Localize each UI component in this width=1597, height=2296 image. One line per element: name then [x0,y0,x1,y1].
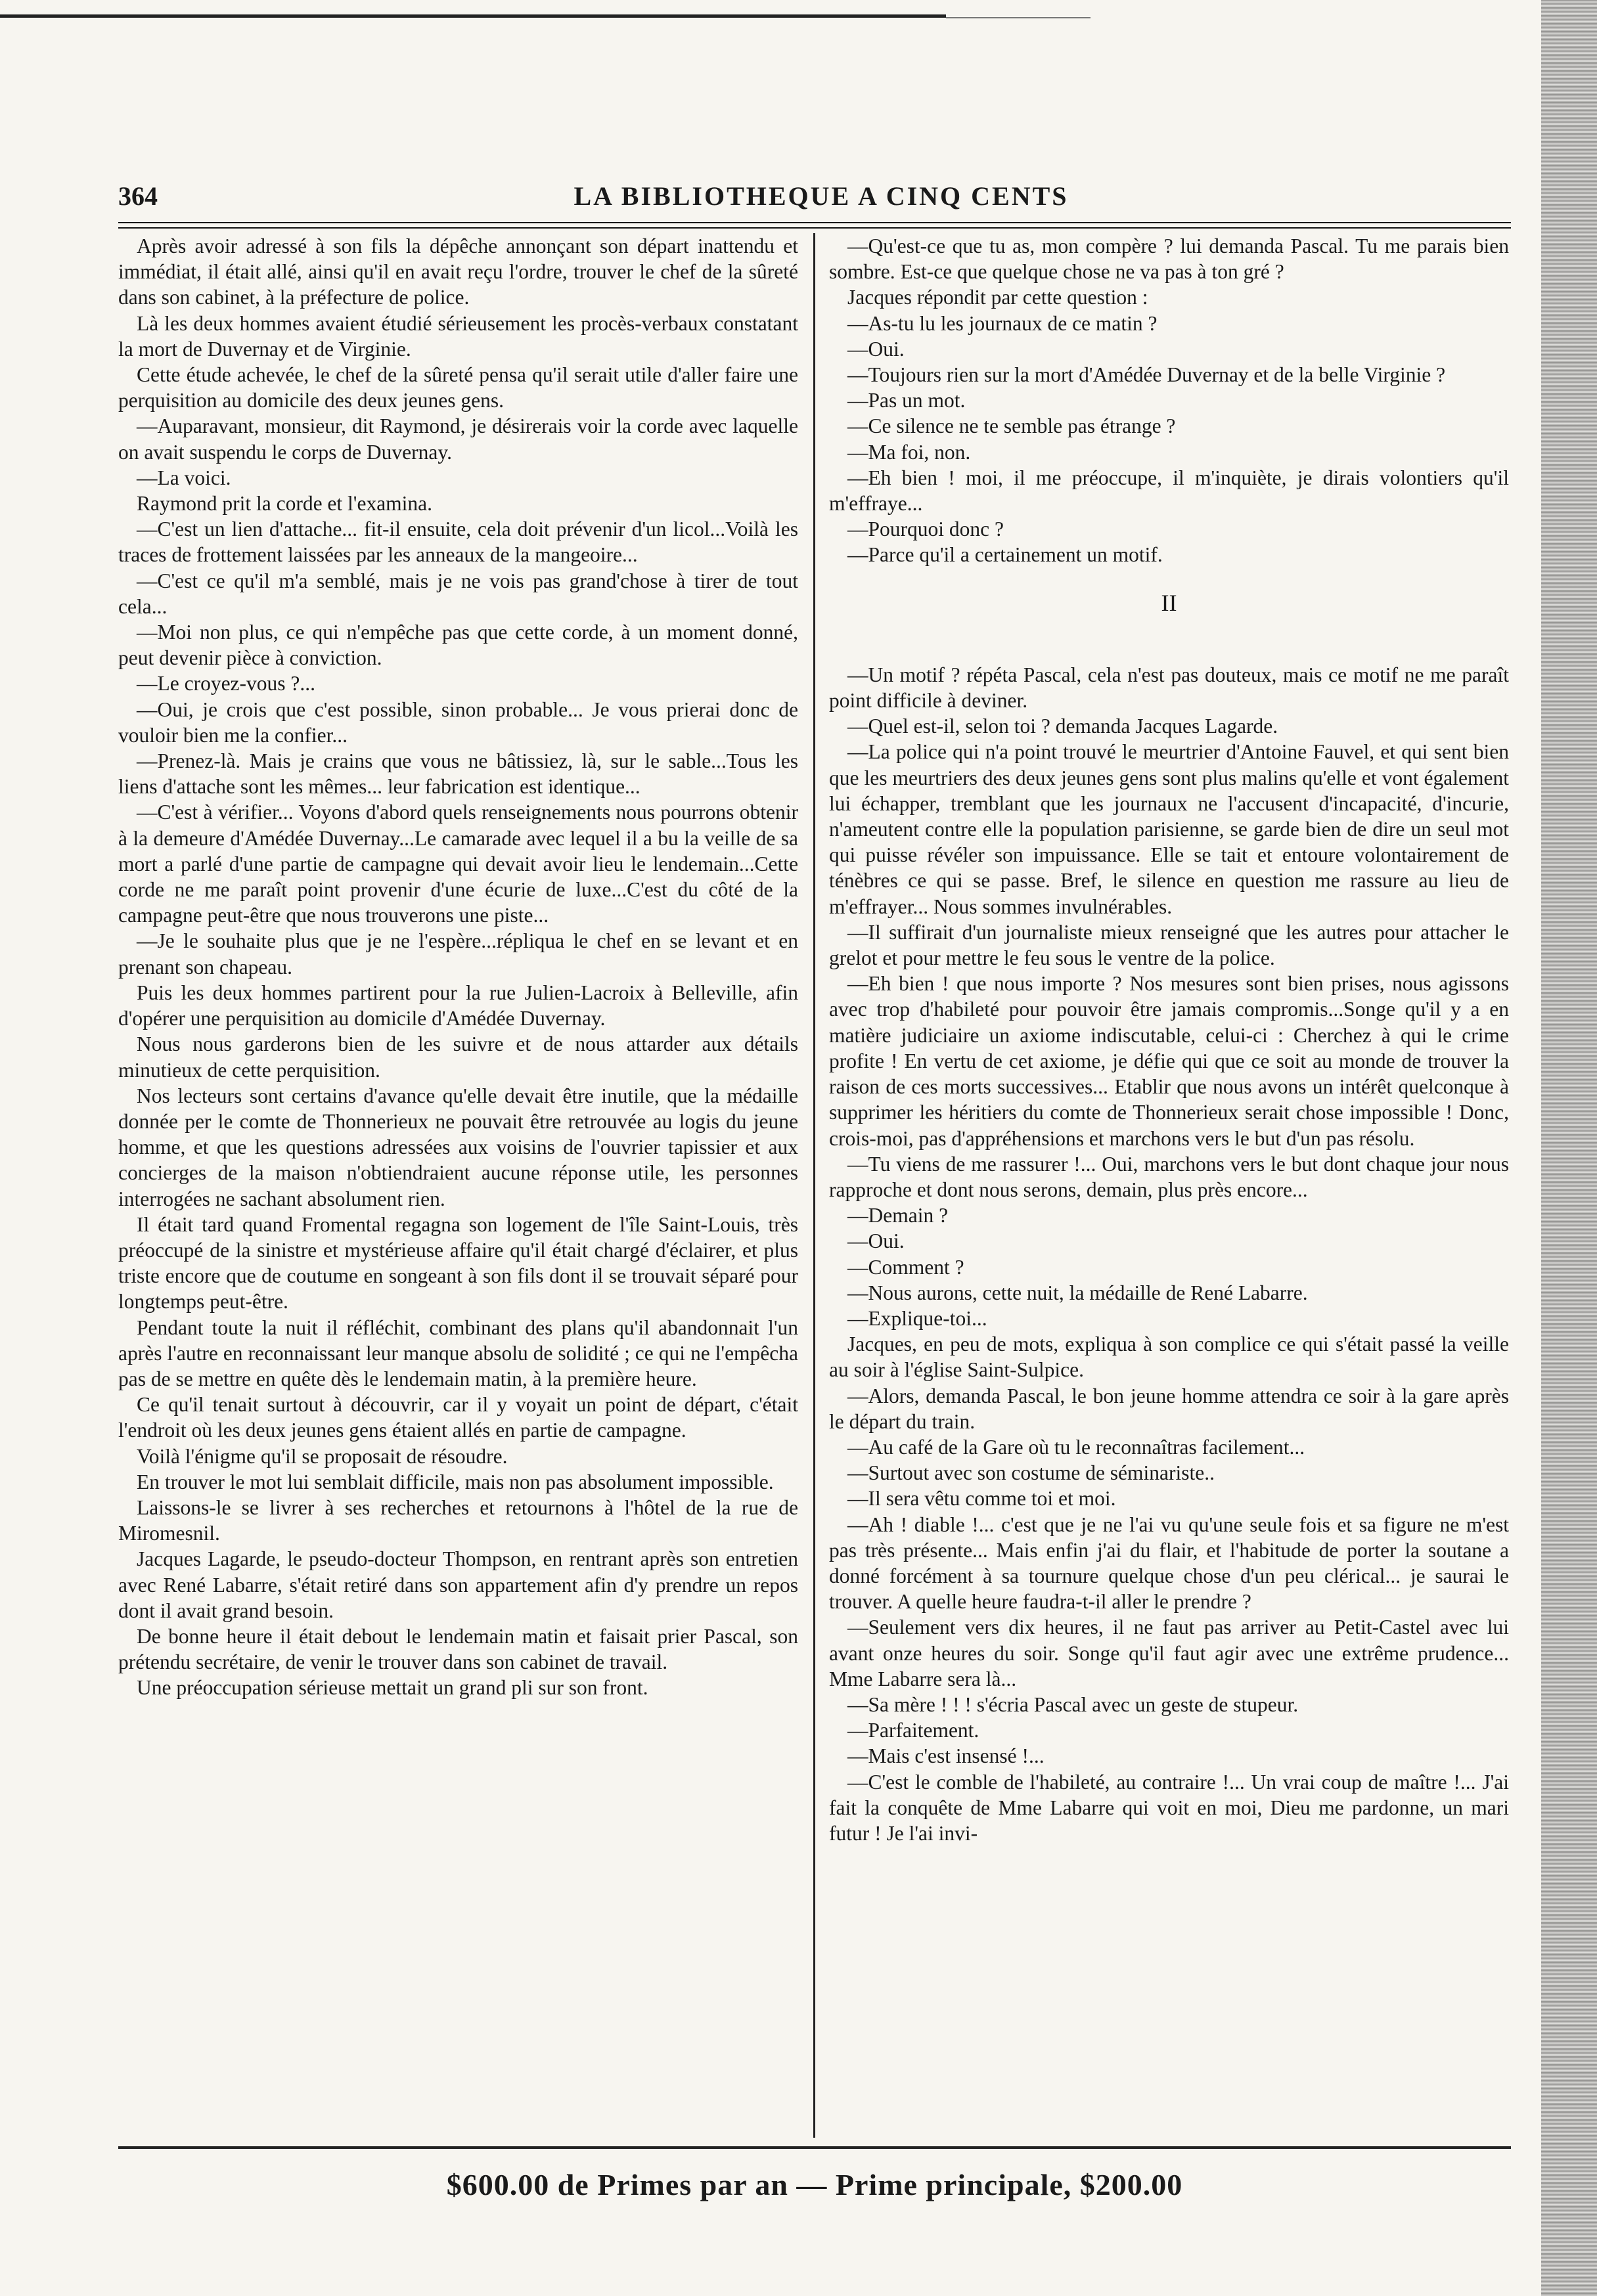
paragraph: Puis les deux hommes partirent pour la rue Julien-Lacroix à Belleville, afin d'opérer une perquisition au domicile d'Amédée Duvernay. [118,981,798,1030]
paragraph: —Oui, je crois que c'est possible, sinon probable... Je vous prierai donc de vouloir bien me la confier... [118,697,798,747]
paragraph: —Mais c'est insensé !... [847,1744,1045,1768]
paragraph: Nos lecteurs sont certains d'avance qu'elle devait être inutile, que la médaille donnée per le comte de Thonnerieux ne pouvait être retrouvée au logis du jeune homme, et que les questions adressées aux voisins de l'ouvrier tapissier et aux concierges de la maison n'obtiendraient aucune réponse utile, les personnes interrogées ne sachant absolument rien. [118,1084,798,1210]
paragraph: —Ah ! diable !... c'est que je ne l'ai vu qu'une seule fois et sa figure ne m'est pas très présente... Mais enfin j'ai du flair, et l'habitude de porter la soutane a donné forcément à sa tournure quelque chose d'un peu clérical... je saurai le trouver. A quelle heure faudra-t-il aller le prendre ? [829,1512,1509,1614]
paragraph: —Comment ? [847,1255,964,1279]
section-heading: II [1161,589,1177,616]
running-title: LA BIBLIOTHEQUE A CINQ CENTS [574,181,1069,211]
paragraph: —Ma foi, non. [847,440,971,464]
paragraph: —Sa mère ! ! ! s'écria Pascal avec un geste de stupeur. [847,1692,1299,1716]
right-column-top [829,233,1509,568]
paragraph: —Moi non plus, ce qui n'empêche pas que cette corde, à un moment donné, peut devenir pièce à conviction. [118,621,798,670]
paragraph: Cette étude achevée, le chef de la sûreté pensa qu'il serait utile d'aller faire une perquisition au domicile des deux jeunes gens. [118,363,798,412]
paragraph: De bonne heure il était debout le lendemain matin et faisait prier Pascal, son prétendu secrétaire, de venir le trouver dans son cabinet de travail. [118,1624,798,1674]
paragraph: —C'est le comble de l'habileté, au contraire !... Un vrai coup de maître !... J'ai fait la conquête de Mme Labarre qui voit en moi, Dieu me pardonne, un mari futur ! Je l'ai invi- [829,1770,1509,1845]
paragraph: —Il suffirait d'un journaliste mieux renseigné que les autres pour attacher le grelot et pour mettre le feu sous le ventre de la police. [829,920,1509,970]
paragraph: —Nous aurons, cette nuit, la médaille de René Labarre. [847,1281,1308,1304]
paragraph: —Parce qu'il a certainement un motif. [847,543,1163,567]
paragraph: —Alors, demanda Pascal, le bon jeune homme attendra ce soir à la gare après le départ du train. [829,1384,1509,1433]
paragraph: —Oui. [847,1229,905,1253]
paragraph: —La police qui n'a point trouvé le meurtrier d'Antoine Fauvel, et qui sent bien que les meurtriers des deux jeunes gens sont plus malins qu'elle et vont également lui échapper, tremblant que les journaux ne l'accusent d'incapacité, d'incurie, n'ameutent contre elle la population parisienne, se garde bien de dire un seul mot qui puisse révéler son impuissance. Elle se tait et entoure volontairement de ténèbres ce qui se passe. Bref, le silence en question me rassure au lieu de m'effrayer... Nous sommes invulnérables. [829,740,1509,918]
paragraph: —Je le souhaite plus que je ne l'espère...répliqua le chef en se levant et en prenant son chapeau. [118,929,798,979]
paragraph: —C'est à vérifier... Voyons d'abord quels renseignements nous pourrons obtenir à la demeure d'Amédée Duvernay...Le camarade avec lequel il a bu la veille de sa mort a parlé d'une partie de campagne qui devait avoir lieu le lendemain...Cette corde ne me paraît point provenir d'une écurie de luxe...C'est du côté de la campagne peut-être que nous trouverons une piste... [118,801,798,927]
page-number: 364 [118,181,158,211]
paragraph: —Seulement vers dix heures, il ne faut pas arriver au Petit-Castel avec lui avant onze heures du soir. Songe qu'il faut agir avec une extrême prudence... Mme Labarre sera là... [829,1616,1509,1690]
paragraph: —Surtout avec son costume de séminariste.. [847,1461,1215,1485]
paragraph: —Il sera vêtu comme toi et moi. [847,1487,1116,1511]
paragraph: —Quel est-il, selon toi ? demanda Jacques Lagarde. [847,715,1278,738]
scan-binding-edge [1541,0,1597,2296]
paragraph: En trouver le mot lui semblait difficile, mais non pas absolument impossible. [137,1470,774,1493]
paragraph: Jacques, en peu de mots, expliqua à son complice ce qui s'était passé la veille au soir à l'église Saint-Sulpice. [829,1333,1509,1382]
paragraph: —Au café de la Gare où tu le reconnaîtras facilement... [847,1435,1305,1459]
top-edge-rule-thin [946,17,1091,18]
paragraph: —Oui. [847,337,905,361]
paragraph: —Eh bien ! moi, il me préoccupe, il m'inquiète, je dirais volontiers qu'il m'effraye... [829,466,1509,516]
paragraph: —Eh bien ! que nous importe ? Nos mesures sont bien prises, nous agissons avec trop d'habileté pour pouvoir être jamais compromis...Songe qu'il y a en matière judiciaire un axiome indiscutable, celui-ci : Cherchez à qui le crime profite ! En vertu de cet axiome, je défie qui que ce soit au monde de trouver la raison de ces morts successives... Etablir que nous avons un intérêt quelconque à supprimer les héritiers du comte de Thonnerieux serait chose impossible ! Donc, crois-moi, pas d'appréhensions et marchons vers le but d'un pas résolu. [829,972,1509,1150]
paragraph: Là les deux hommes avaient étudié sérieusement les procès-verbaux constatant la mort de Duvernay et de Virginie. [118,311,798,361]
right-column-bottom [829,662,1509,1846]
paragraph: Après avoir adressé à son fils la dépêche annonçant son départ inattendu et immédiat, il était allé, ainsi qu'il en avait reçu l'ordre, trouver le chef de la sûreté dans son cabinet, à la préfecture de police. [118,234,798,309]
footer-banner: $600.00 de Primes par an — Prime principale, $200.00 [446,2168,1183,2201]
paragraph: —Explique-toi... [847,1306,987,1330]
right-column [829,233,1509,2141]
paragraph: —La voici. [137,466,231,489]
paragraph: —Auparavant, monsieur, dit Raymond, je désirerais voir la corde avec laquelle on avait suspendu le corps de Duvernay. [118,414,798,464]
column-divider [813,233,815,2138]
paragraph: Ce qu'il tenait surtout à découvrir, car il y voyait un point de départ, c'était l'endroit où les deux jeunes gens étaient allés en partie de campagne. [118,1393,798,1442]
left-column [118,233,798,2141]
paragraph: Jacques répondit par cette question : [847,286,1148,309]
paragraph: —Ce silence ne te semble pas étrange ? [847,414,1176,438]
paragraph: —Qu'est-ce que tu as, mon compère ? lui demanda Pascal. Tu me parais bien sombre. Est-ce que quelque chose ne va pas à ton gré ? [829,234,1509,284]
paragraph: Une préoccupation sérieuse mettait un grand pli sur son front. [137,1676,648,1700]
paragraph: —Pas un mot. [847,389,966,412]
paragraph: —Parfaitement. [847,1719,979,1742]
paragraph: —C'est un lien d'attache... fit-il ensuite, cela doit prévenir d'un licol...Voilà les traces de frottement laissées par les anneaux de la mangeoire... [118,518,798,567]
paragraph: —C'est ce qu'il m'a semblé, mais je ne vois pas grand'chose à tirer de tout cela... [118,569,798,618]
paragraph: —As-tu lu les journaux de ce matin ? [847,311,1158,335]
paragraph: —Toujours rien sur la mort d'Amédée Duvernay et de la belle Virginie ? [847,363,1446,387]
paragraph: —Tu viens de me rassurer !... Oui, marchons vers le but dont chaque jour nous rapproche et dont nous serons, demain, plus près encore... [829,1152,1509,1201]
paragraph: —Prenez-là. Mais je crains que vous ne bâtissiez, là, sur le sable...Tous les liens d'attache sont les mêmes... leur fabrication est identique... [118,749,798,799]
paragraph: Nous nous garderons bien de les suivre et de nous attarder aux détails minutieux de cette perquisition. [118,1032,798,1082]
paragraph: —Un motif ? répéta Pascal, cela n'est pas douteux, mais ce motif ne me paraît point difficile à deviner. [829,663,1509,713]
header-rule [118,222,1511,229]
paragraph: Laissons-le se livrer à ses recherches et retournons à l'hôtel de la rue de Miromesnil. [118,1495,798,1545]
paragraph: Raymond prit la corde et l'examina. [137,492,433,516]
top-edge-rule [0,14,946,18]
paragraph: —Le croyez-vous ?... [137,672,316,695]
paragraph: Pendant toute la nuit il réfléchit, combinant des plans qu'il abandonnait l'un après l'autre en reconnaissant leur manque absolu de solidité ; ce qui ne l'empêcha pas de se mettre en quête dès le lendemain matin, à la première heure. [118,1315,798,1390]
page-header [118,181,1524,220]
paragraph: Jacques Lagarde, le pseudo-docteur Thompson, en rentrant après son entretien avec René Labarre, s'était retiré dans son appartement afin d'y prendre un repos dont il avait grand besoin. [118,1547,798,1622]
paragraph: Voilà l'énigme qu'il se proposait de résoudre. [137,1444,508,1468]
paragraph: —Pourquoi donc ? [847,518,1004,541]
paragraph: —Demain ? [847,1204,949,1227]
paragraph: Il était tard quand Fromental regagna son logement de l'île Saint-Louis, très préoccupé de la sinistre et mystérieuse affaire qu'il était chargé d'éclairer, et plus triste encore que de coutume en songeant à son fils dont il se trouvait séparé pour longtemps peut-être. [118,1212,798,1314]
footer-rule [118,2146,1511,2149]
